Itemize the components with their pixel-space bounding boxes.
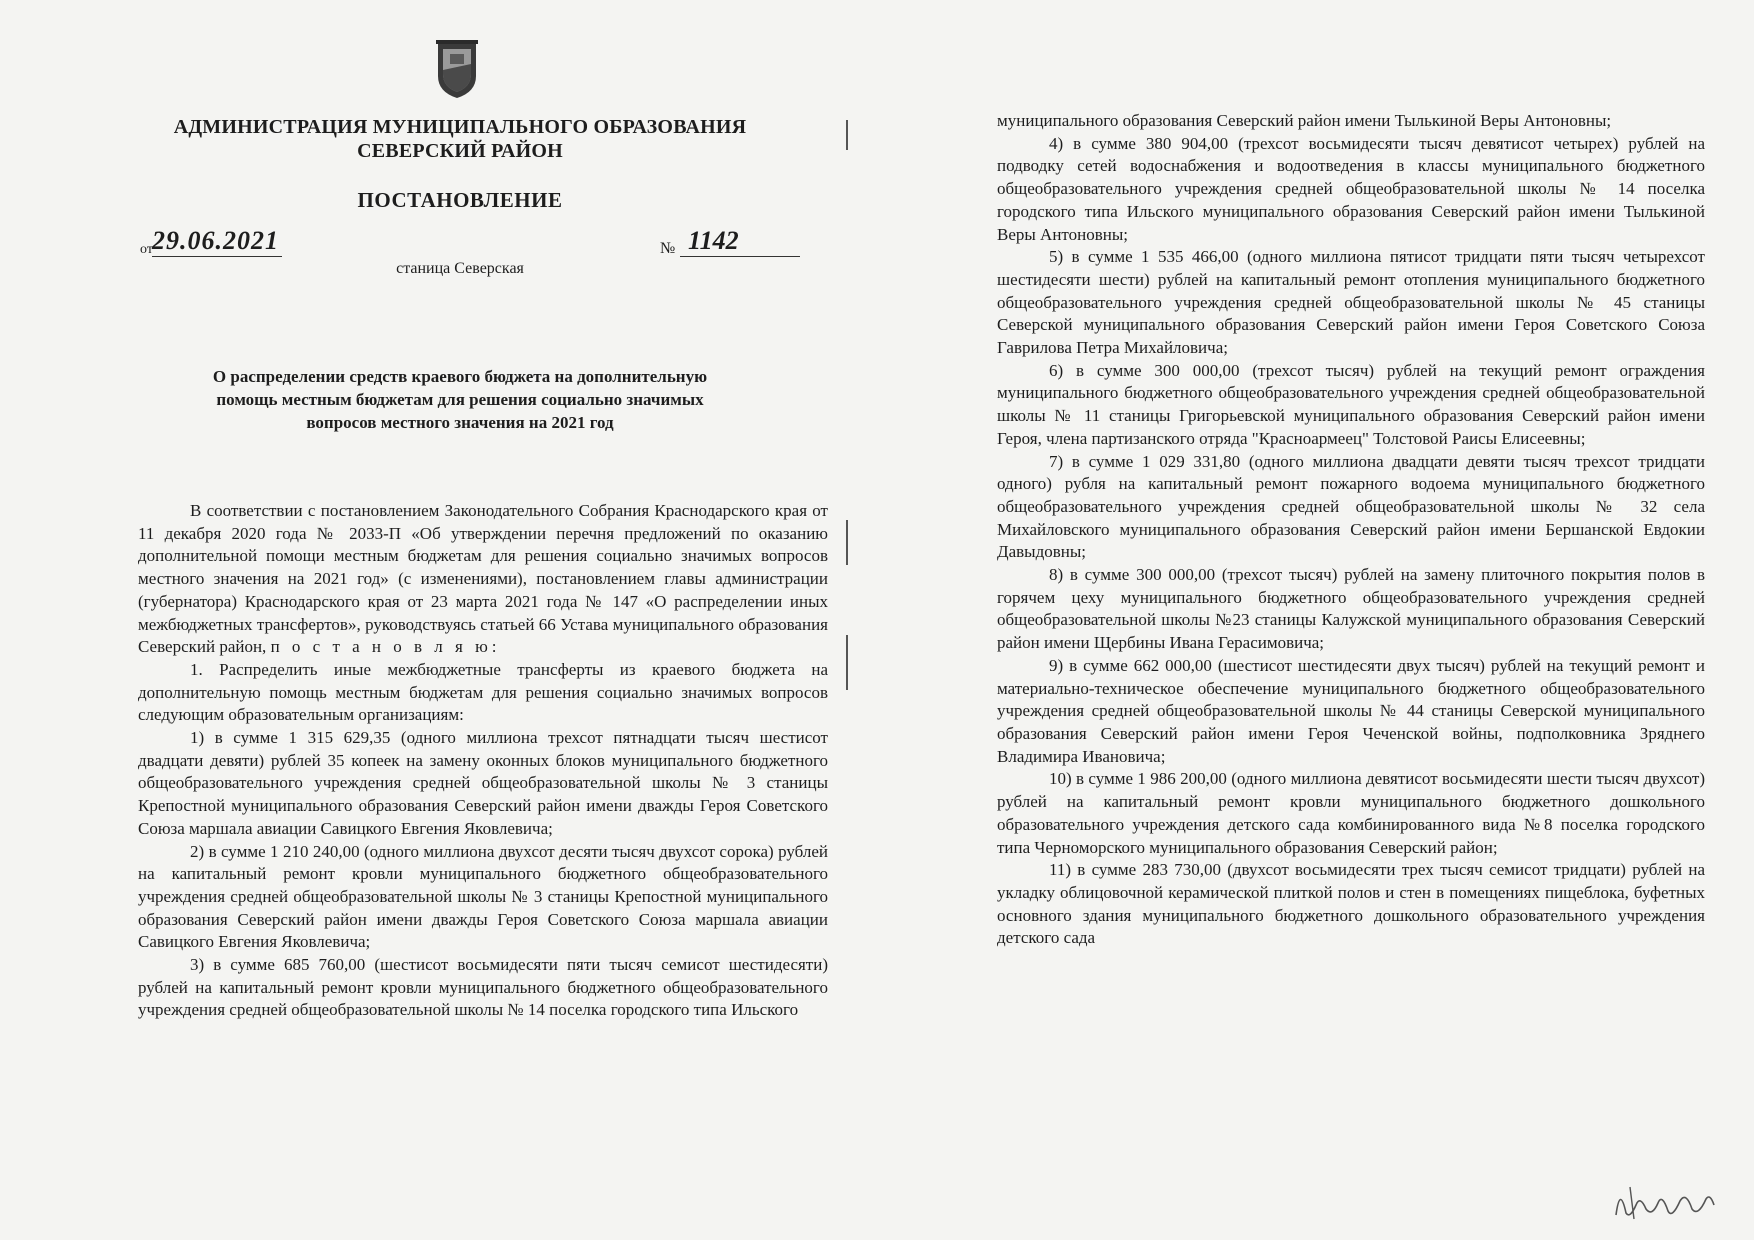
list-item: 7) в сумме 1 029 331,80 (одного миллиона двадцати девяти тысяч трехсот тридцати одного) рубля на капитальный ремонт пожарного водоема муниципального бюджетного общеобразовательного учреждения средней общеобразовательной школы № 32 села Михайловского муниципального образования Северский район имени Бершанской Евдокии Давыдовны;: [997, 451, 1705, 562]
right-body-text: [997, 110, 1705, 950]
coat-of-arms-icon: [432, 40, 482, 100]
left-body-text: [138, 500, 828, 1022]
list-item: 4) в сумме 380 904,00 (трехсот восьмидесяти тысяч девятисот четырех) рублей на подводку сетей водоснабжения и водоотведения в классы муниципального бюджетного общеобразовательного учреждения средней общеобразовательной школы № 14 поселка городского типа Ильского муниципального образования Северский район имени Тылькиной Веры Антоновны;: [997, 133, 1705, 244]
list-item: 6) в сумме 300 000,00 (трехсот тысяч) рублей на текущий ремонт ограждения муниципального бюджетного общеобразовательного учреждения средней общеобразовательной школы № 11 станицы Григорьевской муниципального образования Северский район имени Героя, члена партизанского отряда "Красноармеец" Толстовой Раисы Елисеевны;: [997, 360, 1705, 448]
list-item: 3) в сумме 685 760,00 (шестисот восьмидесяти пяти тысяч семисот шестидесяти) рублей на капитальный ремонт кровли муниципального бюджетного общеобразовательного учреждения средней общеобразовательной школы № 14 поселка городского типа Ильского: [138, 955, 828, 1020]
list-item: 1) в сумме 1 315 629,35 (одного миллиона трехсот пятнадцати тысяч шестисот двадцати девяти) рублей 35 копеек на замену оконных блоков муниципального бюджетного общеобразовательного учреждения средней общеобразовательной школы № 3 станицы Крепостной муниципального образования Северский район имени дважды Героя Советского Союза маршала авиации Савицкого Евгения Яковлевича;: [138, 728, 828, 838]
list-item: 11) в сумме 283 730,00 (двухсот восьмидесяти трех тысяч семисот тридцати) рублей на укладку облицовочной керамической плиткой полов и стен в помещениях пищеблока, буфетных основного здания муниципального бюджетного дошкольного образовательного учреждения детского сада: [997, 860, 1705, 948]
org-line-1: АДМИНИСТРАЦИЯ МУНИЦИПАЛЬНОГО ОБРАЗОВАНИЯ: [173, 116, 747, 138]
org-line-2: СЕВЕРСКИЙ РАЙОН: [357, 140, 563, 162]
document-subject: [160, 365, 760, 434]
scan-margin-mark: [846, 635, 848, 690]
issue-place: станица Северская: [396, 260, 524, 277]
subject-line-2: помощь местным бюджетам для решения социально значимых: [216, 390, 704, 409]
organization-title: [140, 115, 780, 163]
preamble-paragraph: [138, 500, 828, 659]
continuation-text: муниципального образования Северский район имени Тылькиной Веры Антоновны;: [997, 111, 1612, 130]
decree-word: п о с т а н о в л я ю:: [270, 637, 501, 657]
page-right: [877, 0, 1754, 1240]
list-item: 5) в сумме 1 535 466,00 (одного миллиона пятисот тридцати пяти тысяч четырехсот шестидесяти шести) рублей на капитальный ремонт отопления муниципального бюджетного общеобразовательного учреждения средней общеобразовательной школы № 45 станицы Северской муниципального образования Северский район имени Героя Советского Союза Гаврилова Петра Михайловича;: [997, 247, 1705, 358]
subject-line-1: О распределении средств краевого бюджета на дополнительную: [212, 367, 708, 386]
document-type: ПОСТАНОВЛЕНИЕ: [357, 188, 563, 212]
scan-margin-mark: [846, 520, 848, 565]
list-item: 8) в сумме 300 000,00 (трехсот тысяч) рублей на замену плиточного покрытия полов в горячем цеху муниципального бюджетного общеобразовательного учреждения средней общеобразовательной школы №23 станицы Калужской муниципального образования Северский район имени Щербины Ивана Герасимовича;: [997, 565, 1705, 653]
document-date: 29.06.2021: [152, 226, 282, 257]
subject-line-3: вопросов местного значения на 2021 год: [306, 413, 614, 432]
handwritten-signature-icon: [1610, 1175, 1720, 1225]
date-prefix: от: [140, 242, 153, 257]
list-item: 9) в сумме 662 000,00 (шестисот шестидесяти двух тысяч) рублей на текущий ремонт и материально-техническое обеспечение муниципального бюджетного общеобразовательного учреждения средней общеобразовательной школы № 44 станицы Северской муниципального образования Северский район имени Героя Чеченской войны, подполковника Зряднего Владимира Ивановича;: [997, 655, 1705, 766]
document-number: 1142: [680, 226, 800, 257]
list-item: 10) в сумме 1 986 200,00 (одного миллиона девятисот восьмидесяти шести тысяч двухсот) рублей на капитальный ремонт кровли муниципального бюджетного дошкольного образовательного учреждения детского сада комбинированного вида №8 поселка городского типа Черноморского муниципального образования Северский район;: [997, 769, 1705, 857]
scan-margin-mark: [846, 120, 848, 150]
number-prefix: №: [660, 240, 676, 257]
item-intro: 1. Распределить иные межбюджетные трансферты из краевого бюджета на дополнительную помощь местным бюджетам для решения социально значимых вопросов следующим образовательным организациям:: [138, 659, 828, 725]
list-item: 2) в сумме 1 210 240,00 (одного миллиона двухсот десяти тысяч двухсот сорока) рублей на капитальный ремонт кровли муниципального бюджетного общеобразовательного учреждения средней общеобразовательной школы № 3 станицы Крепостной муниципального образования Северский район имени дважды Героя Советского Союза маршала авиации Савицкого Евгения Яковлевича;: [138, 841, 828, 952]
preamble-text: В соответствии с постановлением Законодательного Собрания Краснодарского края от 11 декабря 2020 года № 2033-П «Об утверждении перечня предложений по оказанию дополнительной помощи местным бюджетам для решения социально значимых вопросов местного значения на 2021 год» (с изменениями), постановлением главы администрации (губернатора) Краснодарского края от 23 марта 2021 года № 147 «О распределении иных межбюджетных трансфертов», руководствуясь статьей 66 Устава муниципального образования Северский район,: [138, 501, 828, 657]
